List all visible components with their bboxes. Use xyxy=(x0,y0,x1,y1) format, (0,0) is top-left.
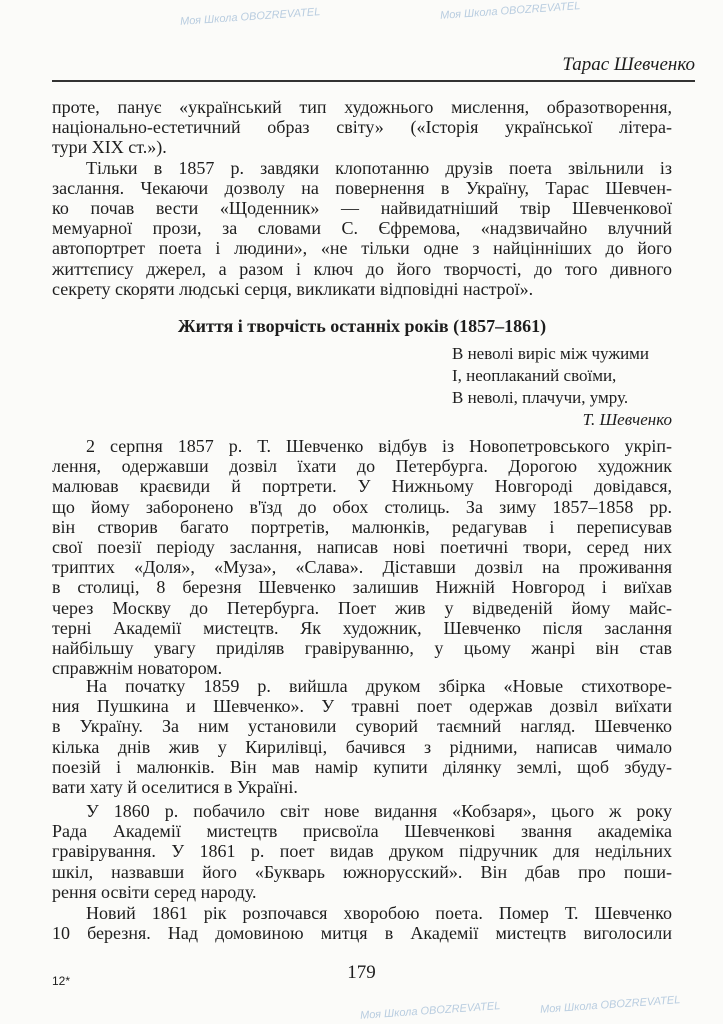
running-header xyxy=(52,54,695,82)
text-line: Тільки в 1857 р. завдяки клопотанню друзів поета звільнили із xyxy=(86,157,672,178)
text-line: ко почав вести «Щоденник» — найвидатніший твір Шевченкової xyxy=(52,197,672,218)
text-line: гравірування. У 1861 р. поет видав друком підручник для недільних xyxy=(52,841,672,862)
watermark: Моя Школа OBOZREVATEL xyxy=(539,994,681,1016)
watermark: Моя Школа OBOZREVATEL xyxy=(439,0,581,22)
text-line: триптих «Доля», «Муза», «Слава». Діставши дозвіл на проживання xyxy=(52,557,672,578)
text-line: тури XIX ст.»). xyxy=(52,137,167,158)
text-line: шкіл, назвавши його «Букварь южнорусский». Він дбав про поши- xyxy=(52,861,672,882)
running-title: Тарас Шевченко xyxy=(562,54,695,75)
text-line: поезій і малюнків. Він мав намір купити ділянку землі, щоб збуду- xyxy=(52,756,672,777)
text-line: 10 березня. Над домовиною митця в Академії мистецтв виголосили xyxy=(52,923,672,944)
text-line: мемуарної прози, за словами С. Єфремова, «надзвичайно влучний xyxy=(52,218,672,239)
text-line: кілька днів жив у Кирилівці, бачився з рідними, написав чимало xyxy=(52,736,672,757)
text-line: малював краєвиди й портрети. У Нижньому Новгороді довідався, xyxy=(52,476,672,497)
text-line: проте, панує «український тип художнього мислення, образотворення, xyxy=(52,97,672,117)
paragraph xyxy=(52,801,672,902)
signature-mark: 12* xyxy=(52,974,71,988)
epigraph-line: В неволі, плачучи, умру. xyxy=(452,388,629,407)
text-line: лення, одержавши дозвіл їхати до Петербурга. Дорогою художник xyxy=(52,456,672,477)
text-line: найбільшу увагу приділяв гравіруванню, у цьому жанрі він став xyxy=(52,637,672,658)
text-line: Новий 1861 рік розпочався хворобою поета. Помер Т. Шевченко xyxy=(86,903,672,923)
watermark: Моя Школа OBOZREVATEL xyxy=(179,6,321,28)
paragraph xyxy=(52,903,672,943)
section-heading: Життя і творчість останніх років (1857–1861) xyxy=(177,316,547,336)
text-line: 2 серпня 1857 р. Т. Шевченко відбув із Новопетровського укріп- xyxy=(86,436,672,456)
text-line: життєпису джерел, а разом і ключ до його творчості, до того дивного xyxy=(52,258,672,279)
text-line: автопортрет поета і людини», «не тільки одне з найцінніших до його xyxy=(52,238,672,259)
text-line: секрету скоряти людські серця, викликати відповідні настрої». xyxy=(52,278,534,299)
epigraph-author: Т. Шевченко xyxy=(582,410,672,429)
text-line: Рада Академії мистецтв присвоїла Шевченкові звання академіка xyxy=(52,821,672,842)
epigraph-line: І, неоплаканий своїми, xyxy=(452,366,617,385)
text-line: в Україну. За ним установили суворий таємний нагляд. Шевченко xyxy=(52,716,672,737)
text-line: вати хату й оселитися в Україні. xyxy=(52,776,298,797)
watermark: Моя Школа OBOZREVATEL xyxy=(359,1000,501,1022)
text-line: в столиці, 8 березня Шевченко залишив Нижній Новгород і виїхав xyxy=(52,577,672,598)
text-line: рення освіти серед народу. xyxy=(52,881,257,902)
page-number: 179 xyxy=(347,962,376,983)
text-line: національно-естетичний образ світу» («Історія української літера- xyxy=(52,117,672,138)
text-line: він створив багато портретів, малюнків, редагував і переписував xyxy=(52,516,672,537)
epigraph-line: В неволі виріс між чужими xyxy=(452,344,650,363)
text-line: що йому заборонено в'їзд до обох столиць. За зиму 1857–1858 рр. xyxy=(52,496,672,517)
text-line: У 1860 р. побачило світ нове видання «Кобзаря», цього ж року xyxy=(86,801,672,821)
intro-text xyxy=(52,97,672,299)
text-line: терні Академії мистецтв. Як художник, Шевченко після заслання xyxy=(52,617,672,638)
text-line: свої поезії періоду заслання, написав нові поетичні твори, серед них xyxy=(52,536,672,557)
text-line: На початку 1859 р. вийшла друком збірка «Новые стихотворе- xyxy=(86,676,672,696)
epigraph xyxy=(452,343,649,409)
paragraph xyxy=(52,676,672,797)
text-line: заслання. Чекаючи дозволу на повернення в Україну, Тарас Шевчен- xyxy=(52,177,672,198)
paragraph xyxy=(52,436,672,678)
text-line: ния Пушкина и Шевченко». У травні поет одержав дозвіл виїхати xyxy=(52,696,672,717)
text-line: справжнім новатором. xyxy=(52,658,223,679)
text-line: через Москву до Петербурга. Поет жив у відведеній йому майс- xyxy=(52,597,672,618)
